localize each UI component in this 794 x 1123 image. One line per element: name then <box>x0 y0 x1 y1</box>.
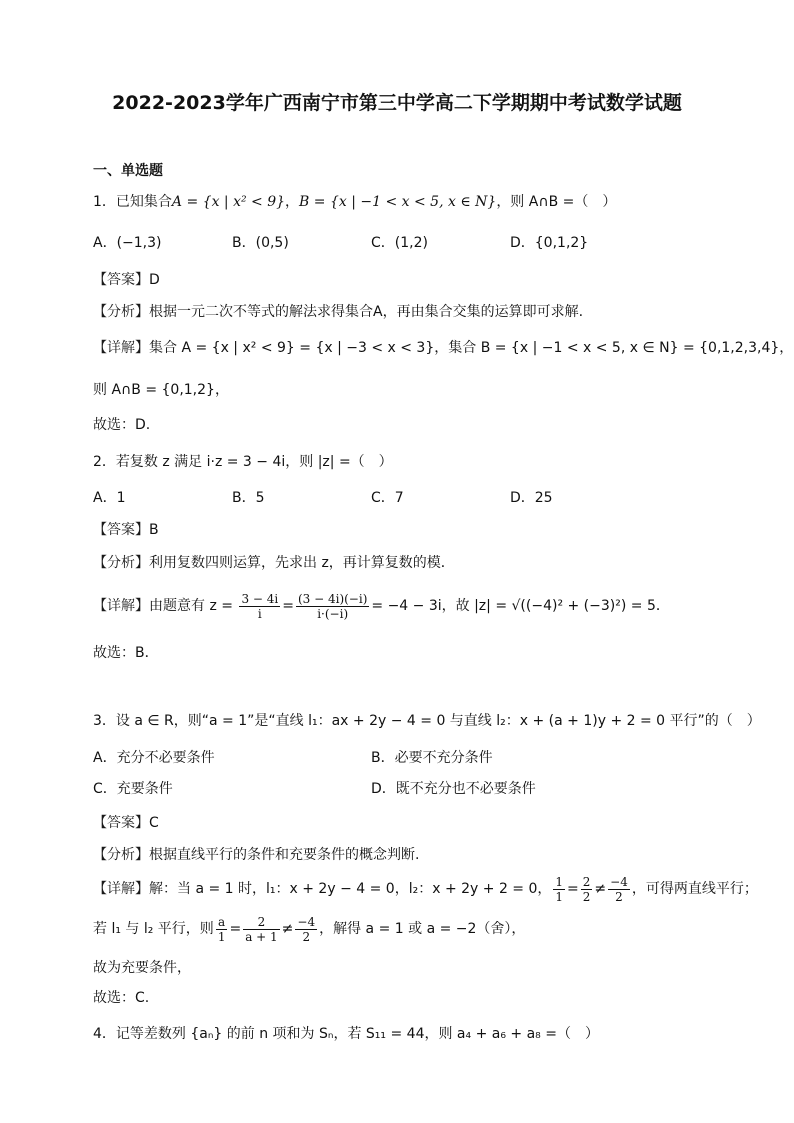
answer-label: 【答案】 <box>93 272 149 288</box>
analysis-label: 【分析】 <box>93 555 149 571</box>
q2-detail: 【详解】由题意有 z = $\frac{3 - 4i}{i}$ = $\frac{(3 - 4i)(-i)}{i\cdot(-i)}$ = −4 − 3i，故 |z| = √((−4)² + (−3)²) = 5． <box>93 591 670 621</box>
answer-label: 【答案】 <box>93 522 149 538</box>
q1-answer-value: D <box>149 272 160 288</box>
q1-option-b: B．(0,5) <box>232 235 289 251</box>
q3-fraction-f: $\frac{-4}{2}$ <box>297 914 316 944</box>
q3-detail-pre: 解：当 a = 1 时，l₁：x + 2y − 4 = 0，l₂：x + 2y + 2 = 0， <box>149 881 552 897</box>
q1-option-a: A．(−1,3) <box>93 235 162 251</box>
q3-analysis <box>93 845 419 865</box>
q3-conclusion: 故选：C. <box>93 990 150 1006</box>
q3-answer <box>93 813 159 833</box>
q2-option-d: D．25 <box>510 490 553 506</box>
q3-option-c: C．充要条件 <box>93 781 173 797</box>
q2-detail-post: = −4 − 3i，故 |z| = √((−4)² + (−3)²) = 5． <box>371 598 670 614</box>
detail-label: 【详解】 <box>93 598 149 614</box>
q2-analysis <box>93 553 455 573</box>
q1-detail-text-1: 集合 A = {x | x² < 9} = {x | −3 < x < 3}，集合 B = {x | −1 < x < 5, x ∈ N} = {0,1,2,3,4}， <box>149 340 794 356</box>
q2-option-a: A．1 <box>93 490 126 506</box>
q1-answer <box>93 270 160 290</box>
q1-set-b: B = {x | −1 < x < 5, x ∈ N} <box>299 194 497 210</box>
question-3-stem: 3．设 a ∈ R，则“a = 1”是“直线 l₁：ax + 2y − 4 = 0 与直线 l₂：x + (a + 1)y + 2 = 0 平行”的（ ） <box>93 713 761 729</box>
q2-conclusion: 故选：B． <box>93 645 159 661</box>
q2-answer-value: B <box>149 522 159 538</box>
q2-option-b: B．5 <box>232 490 265 506</box>
q2-answer <box>93 520 159 540</box>
q3-analysis-text: 根据直线平行的条件和充要条件的概念判断. <box>149 847 420 863</box>
q2-fraction-1: $\frac{3 - 4i}{i}$ <box>241 591 279 621</box>
detail-label: 【详解】 <box>93 881 149 897</box>
q1-detail-line-2: 则 A∩B = {0,1,2}， <box>93 382 229 398</box>
q2-fraction-2: $\frac{(3 - 4i)(-i)}{i\cdot(-i)}$ <box>297 591 368 621</box>
detail-label: 【详解】 <box>93 340 149 356</box>
q3-fraction-e: $\frac{2}{a + 1}$ <box>245 914 278 944</box>
q1-option-d: D．{0,1,2} <box>510 235 589 251</box>
q1-option-c: C．(1,2) <box>371 235 428 251</box>
q3-answer-value: C <box>149 815 159 831</box>
section-heading: 一、单选题 <box>93 163 163 179</box>
q3-fraction-c: $\frac{-4}{2}$ <box>610 874 628 904</box>
analysis-label: 【分析】 <box>93 847 149 863</box>
q3-detail: 【详解】解：当 a = 1 时，l₁：x + 2y − 4 = 0，l₂：x + 2y + 2 = 0， $\frac{1}{1}$ = $\frac{2}{2}$ ≠ $\frac{-4}{2}$ ，可得两直线平行； <box>93 874 758 904</box>
q1-stem-mid: ， <box>285 194 300 210</box>
question-4-stem: 4．记等差数列 {aₙ} 的前 n 项和为 Sₙ，若 S₁₁ = 44，则 a₄ + a₆ + a₈ =（ ） <box>93 1026 599 1042</box>
q3-fraction-d: $\frac{a}{1}$ <box>217 914 226 944</box>
q1-detail <box>93 338 793 358</box>
q1-set-a: A = {x | x² < 9} <box>171 194 286 210</box>
q2-analysis-text: 利用复数四则运算，先求出 z，再计算复数的模． <box>149 555 455 571</box>
question-2-stem: 2．若复数 z 满足 i·z = 3 − 4i，则 |z| =（ ） <box>93 454 393 470</box>
q1-analysis <box>93 302 583 322</box>
q1-conclusion: 故选：D. <box>93 417 151 433</box>
q1-analysis-text: 根据一元二次不等式的解法求得集合A，再由集合交集的运算即可求解. <box>149 304 584 320</box>
q2-option-c: C．7 <box>371 490 404 506</box>
analysis-label: 【分析】 <box>93 304 149 320</box>
q1-stem-pre: 1．已知集合 <box>93 194 172 210</box>
q3-option-a: A．充分不必要条件 <box>93 750 215 766</box>
document-title: 2022-2023学年广西南宁市第三中学高二下学期期中考试数学试题 <box>112 92 682 114</box>
q3-fraction-a: $\frac{1}{1}$ <box>555 874 564 904</box>
question-1-stem <box>93 192 616 212</box>
q3-fraction-b: $\frac{2}{2}$ <box>582 874 591 904</box>
answer-label: 【答案】 <box>93 815 149 831</box>
q3-detail-post: ，可得两直线平行； <box>631 881 758 897</box>
q3-detail-line-3: 故为充要条件， <box>93 960 191 976</box>
q3-option-d: D．既不充分也不必要条件 <box>371 781 536 797</box>
q3-detail-2-pre: 若 l₁ 与 l₂ 平行，则 <box>93 921 214 937</box>
q3-option-b: B．必要不充分条件 <box>371 750 493 766</box>
q3-detail-line-2: 若 l₁ 与 l₂ 平行，则 $\frac{a}{1}$ = $\frac{2}{a + 1}$ ≠ $\frac{-4}{2}$ ，解得 a = 1 或 a = −2（舍）， <box>93 914 526 944</box>
q1-stem-post: ，则 A∩B =（ ） <box>496 194 617 210</box>
q3-detail-2-post: ，解得 a = 1 或 a = −2（舍）， <box>319 921 526 937</box>
q2-detail-pre: 由题意有 z = <box>149 598 233 614</box>
